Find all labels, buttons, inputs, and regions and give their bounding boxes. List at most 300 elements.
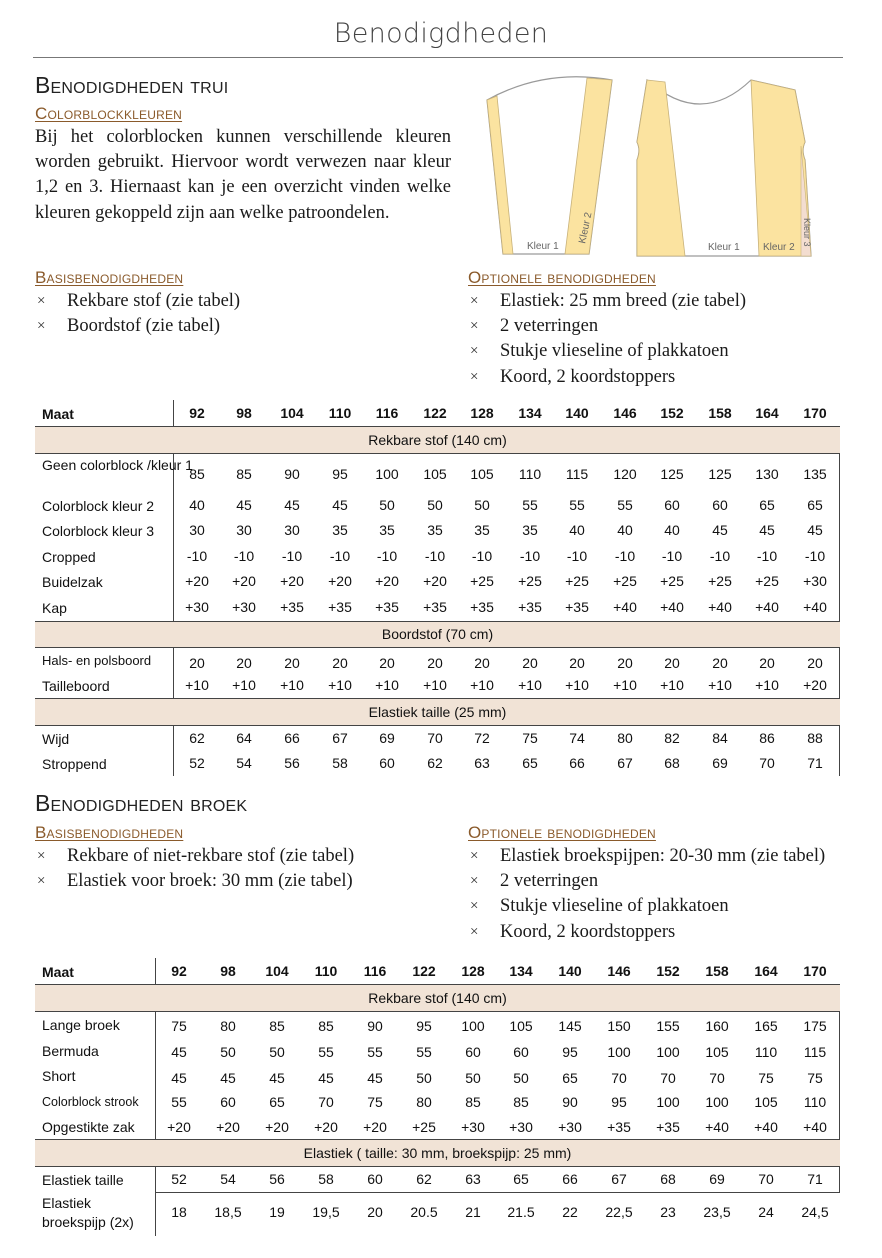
- value-cell: 72: [474, 730, 490, 746]
- size-cell: 110: [314, 963, 338, 979]
- size-cell: 170: [803, 405, 827, 421]
- value-cell: +30: [185, 599, 209, 615]
- value-cell: 20: [379, 655, 395, 671]
- value-cell: +30: [232, 599, 256, 615]
- value-cell: 60: [513, 1044, 529, 1060]
- value-cell: 68: [660, 1171, 676, 1187]
- value-cell: +20: [265, 1119, 289, 1135]
- value-cell: +35: [375, 599, 399, 615]
- value-cell: +35: [518, 599, 542, 615]
- value-cell: +20: [232, 573, 256, 589]
- value-cell: 85: [513, 1094, 529, 1110]
- table-divider: [839, 1011, 840, 1139]
- value-cell: +25: [708, 573, 732, 589]
- list-item: × Elastiek: 25 mm breed (zie tabel): [468, 289, 746, 314]
- value-cell: 50: [416, 1070, 432, 1086]
- value-cell: 63: [474, 755, 490, 771]
- value-cell: 66: [569, 755, 585, 771]
- value-cell: 20: [569, 655, 585, 671]
- list-item: × Koord, 2 koordstoppers: [468, 365, 746, 390]
- value-cell: 45: [759, 522, 775, 538]
- value-cell: 71: [807, 755, 823, 771]
- value-cell: +10: [328, 677, 352, 693]
- value-cell: 84: [712, 730, 728, 746]
- value-cell: -10: [756, 548, 778, 564]
- broek-basis-list: [35, 844, 354, 894]
- table-divider: [839, 647, 840, 698]
- colorblock-heading: Colorblockkleuren: [35, 104, 183, 123]
- value-cell: 100: [375, 466, 399, 482]
- value-cell: +20: [280, 573, 304, 589]
- size-cell: 92: [171, 963, 187, 979]
- value-cell: 105: [509, 1018, 533, 1034]
- cross-icon: ×: [470, 923, 479, 940]
- value-cell: +20: [375, 573, 399, 589]
- value-cell: 100: [461, 1018, 485, 1034]
- value-cell: 18: [171, 1204, 187, 1220]
- value-cell: 60: [712, 497, 728, 513]
- value-cell: 21.5: [507, 1204, 535, 1220]
- value-cell: +20: [185, 573, 209, 589]
- list-item: × Stukje vlieseline of plakkatoen: [468, 894, 825, 919]
- value-cell: 23: [660, 1204, 676, 1220]
- row-label: Buidelzak: [42, 574, 103, 590]
- value-cell: +10: [565, 677, 589, 693]
- size-cell: 128: [461, 963, 485, 979]
- value-cell: 20: [522, 655, 538, 671]
- value-cell: 35: [379, 522, 395, 538]
- value-cell: 71: [807, 1171, 823, 1187]
- value-cell: 120: [613, 466, 637, 482]
- row-label: Elastiek broekspijp (2x): [42, 1195, 134, 1230]
- value-cell: 20: [427, 655, 443, 671]
- trui-heading: Benodigdheden trui: [35, 72, 229, 98]
- value-cell: 68: [664, 755, 680, 771]
- list-item: × Elastiek broekspijpen: 20-30 mm (zie tabel): [468, 844, 825, 869]
- value-cell: 19: [269, 1204, 285, 1220]
- value-cell: 70: [759, 755, 775, 771]
- value-cell: 24,5: [801, 1204, 829, 1220]
- value-cell: 54: [236, 755, 252, 771]
- row-label: Colorblock strook: [42, 1095, 139, 1109]
- value-cell: -10: [661, 548, 683, 564]
- value-cell: 45: [367, 1070, 383, 1086]
- list-item: × 2 veterringen: [468, 869, 825, 894]
- value-cell: -10: [614, 548, 636, 564]
- size-cell: 134: [518, 405, 542, 421]
- value-cell: 110: [754, 1044, 778, 1060]
- value-cell: 160: [705, 1018, 729, 1034]
- cross-icon: ×: [470, 848, 479, 864]
- value-cell: 50: [269, 1044, 285, 1060]
- value-cell: 150: [607, 1018, 631, 1034]
- cross-icon: ×: [37, 873, 46, 890]
- value-cell: 95: [611, 1094, 627, 1110]
- value-cell: 130: [755, 466, 779, 482]
- value-cell: 62: [427, 755, 443, 771]
- size-cell: 116: [363, 963, 387, 979]
- value-cell: 70: [318, 1094, 334, 1110]
- size-cell: 134: [509, 963, 533, 979]
- size-cell: 146: [607, 963, 631, 979]
- size-cell: 122: [412, 963, 436, 979]
- section-band: Rekbare stof (140 cm): [35, 984, 840, 1012]
- row-label: Lange broek: [42, 1017, 120, 1033]
- value-cell: 35: [332, 522, 348, 538]
- value-cell: 19,5: [312, 1204, 340, 1220]
- value-cell: 52: [189, 755, 205, 771]
- value-cell: 58: [332, 755, 348, 771]
- value-cell: 85: [236, 466, 252, 482]
- value-cell: 45: [712, 522, 728, 538]
- list-item: × Stukje vlieseline of plakkatoen: [468, 339, 746, 364]
- value-cell: +25: [565, 573, 589, 589]
- page-title: Benodigdheden: [333, 18, 549, 49]
- cross-icon: ×: [470, 368, 479, 385]
- value-cell: 70: [611, 1070, 627, 1086]
- cross-icon: ×: [470, 898, 479, 915]
- value-cell: 175: [803, 1018, 827, 1034]
- value-cell: 115: [803, 1044, 827, 1060]
- size-cell: 164: [754, 963, 778, 979]
- section-band: Elastiek ( taille: 30 mm, broekspijp: 25 mm): [35, 1139, 840, 1167]
- value-cell: 100: [656, 1094, 680, 1110]
- value-cell: +25: [470, 573, 494, 589]
- trui-basis-heading: Basisbenodigdheden: [35, 268, 184, 287]
- value-cell: 55: [318, 1044, 334, 1060]
- value-cell: 66: [284, 730, 300, 746]
- value-cell: 75: [807, 1070, 823, 1086]
- value-cell: 82: [664, 730, 680, 746]
- value-cell: 20: [332, 655, 348, 671]
- value-cell: 64: [236, 730, 252, 746]
- value-cell: 30: [236, 522, 252, 538]
- size-cell: 140: [558, 963, 582, 979]
- broek-optioneel-list: [468, 844, 825, 945]
- value-cell: +35: [565, 599, 589, 615]
- body-piece: [637, 80, 812, 256]
- value-cell: +25: [755, 573, 779, 589]
- value-cell: 65: [513, 1171, 529, 1187]
- row-label: Elastiek taille: [42, 1172, 124, 1188]
- value-cell: 21: [465, 1204, 481, 1220]
- cross-icon: ×: [470, 318, 479, 335]
- value-cell: 69: [712, 755, 728, 771]
- size-cell: 104: [265, 963, 289, 979]
- value-cell: +10: [375, 677, 399, 693]
- value-cell: 20: [284, 655, 300, 671]
- section-band: Elastiek taille (25 mm): [35, 698, 840, 726]
- value-cell: 50: [474, 497, 490, 513]
- row-label: Kap: [42, 600, 67, 616]
- value-cell: 23,5: [703, 1204, 731, 1220]
- value-cell: 80: [416, 1094, 432, 1110]
- value-cell: 69: [379, 730, 395, 746]
- value-cell: +25: [613, 573, 637, 589]
- row-label: Hals- en polsboord: [42, 653, 152, 668]
- size-cell: 140: [565, 405, 589, 421]
- list-item: × Elastiek voor broek: 30 mm (zie tabel): [35, 869, 354, 894]
- value-cell: 110: [518, 466, 542, 482]
- value-cell: 85: [318, 1018, 334, 1034]
- value-cell: 105: [423, 466, 447, 482]
- value-cell: 24: [758, 1204, 774, 1220]
- value-cell: +35: [607, 1119, 631, 1135]
- sleeve-kleur1-label: Kleur 1: [527, 241, 559, 252]
- value-cell: +10: [518, 677, 542, 693]
- value-cell: 54: [220, 1171, 236, 1187]
- row-label: Colorblock kleur 3: [42, 523, 155, 539]
- colorblock-text: Bij het colorblocken kunnen verschillende kleuren worden gebruikt. Hiervoor wordt verwezen naar kleur 1,2 en 3. Hiernaast kan je een overzicht vinden welke kleuren gekoppeld zijn aan welke patroondelen.: [35, 127, 451, 223]
- value-cell: +35: [656, 1119, 680, 1135]
- value-cell: 65: [759, 497, 775, 513]
- value-cell: -10: [376, 548, 398, 564]
- size-cell: 92: [189, 405, 205, 421]
- value-cell: 50: [220, 1044, 236, 1060]
- value-cell: +30: [803, 573, 827, 589]
- size-cell: 122: [423, 405, 447, 421]
- broek-basis-heading: Basisbenodigdheden: [35, 823, 184, 842]
- size-cell: 98: [236, 405, 252, 421]
- value-cell: 30: [189, 522, 205, 538]
- broek-heading: Benodigdheden broek: [35, 790, 248, 816]
- value-cell: -10: [804, 548, 826, 564]
- value-cell: 50: [465, 1070, 481, 1086]
- list-item: × Rekbare stof (zie tabel): [35, 289, 240, 314]
- sleeve-kleur2-label: Kleur 2: [577, 211, 595, 245]
- cross-icon: ×: [470, 343, 479, 360]
- value-cell: 75: [171, 1018, 187, 1034]
- value-cell: 66: [562, 1171, 578, 1187]
- value-cell: 18,5: [214, 1204, 242, 1220]
- value-cell: -10: [329, 548, 351, 564]
- value-cell: 80: [220, 1018, 236, 1034]
- value-cell: 75: [367, 1094, 383, 1110]
- trui-optioneel-heading: Optionele benodigdheden: [468, 268, 656, 287]
- value-cell: +10: [660, 677, 684, 693]
- table-divider: [839, 1166, 840, 1192]
- row-label: Stroppend: [42, 756, 107, 772]
- section-band: Rekbare stof (140 cm): [35, 426, 840, 454]
- value-cell: +40: [708, 599, 732, 615]
- maat-header: Maat: [42, 964, 74, 980]
- value-cell: 70: [427, 730, 443, 746]
- list-item: × Rekbare of niet-rekbare stof (zie tabel): [35, 844, 354, 869]
- value-cell: 20: [236, 655, 252, 671]
- value-cell: +35: [470, 599, 494, 615]
- value-cell: 75: [758, 1070, 774, 1086]
- value-cell: 95: [332, 466, 348, 482]
- trui-optioneel-list: [468, 289, 746, 390]
- cross-icon: ×: [37, 318, 46, 335]
- value-cell: 65: [269, 1094, 285, 1110]
- size-cell: 98: [220, 963, 236, 979]
- value-cell: 20: [367, 1204, 383, 1220]
- value-cell: 20: [617, 655, 633, 671]
- value-cell: +40: [803, 1119, 827, 1135]
- value-cell: 50: [427, 497, 443, 513]
- value-cell: -10: [471, 548, 493, 564]
- value-cell: 100: [607, 1044, 631, 1060]
- value-cell: 40: [189, 497, 205, 513]
- value-cell: +20: [216, 1119, 240, 1135]
- size-cell: 158: [708, 405, 732, 421]
- value-cell: -10: [186, 548, 208, 564]
- value-cell: 110: [803, 1094, 827, 1110]
- value-cell: 74: [569, 730, 585, 746]
- value-cell: 125: [708, 466, 732, 482]
- value-cell: 60: [379, 755, 395, 771]
- value-cell: -10: [519, 548, 541, 564]
- value-cell: 85: [269, 1018, 285, 1034]
- value-cell: 45: [807, 522, 823, 538]
- value-cell: +10: [423, 677, 447, 693]
- value-cell: 45: [318, 1070, 334, 1086]
- value-cell: 45: [284, 497, 300, 513]
- value-cell: 105: [470, 466, 494, 482]
- value-cell: -10: [709, 548, 731, 564]
- value-cell: 90: [562, 1094, 578, 1110]
- value-cell: 30: [284, 522, 300, 538]
- cross-icon: ×: [37, 848, 46, 864]
- value-cell: 95: [562, 1044, 578, 1060]
- trui-basis-list: [35, 289, 240, 339]
- value-cell: 105: [754, 1094, 778, 1110]
- broek-optioneel-heading: Optionele benodigdheden: [468, 823, 656, 842]
- value-cell: 56: [284, 755, 300, 771]
- value-cell: +20: [803, 677, 827, 693]
- value-cell: 70: [709, 1070, 725, 1086]
- value-cell: 60: [367, 1171, 383, 1187]
- value-cell: +40: [803, 599, 827, 615]
- cross-icon: ×: [470, 873, 479, 890]
- size-cell: 164: [755, 405, 779, 421]
- row-label: Colorblock kleur 2: [42, 498, 155, 514]
- value-cell: 69: [709, 1171, 725, 1187]
- value-cell: 40: [617, 522, 633, 538]
- value-cell: 55: [522, 497, 538, 513]
- size-cell: 128: [470, 405, 494, 421]
- size-cell: 158: [705, 963, 729, 979]
- cross-icon: ×: [470, 293, 479, 309]
- value-cell: 50: [513, 1070, 529, 1086]
- row-label: Short: [42, 1068, 76, 1084]
- value-cell: +25: [412, 1119, 436, 1135]
- list-item: × 2 veterringen: [468, 314, 746, 339]
- value-cell: 52: [171, 1171, 187, 1187]
- value-cell: 45: [171, 1070, 187, 1086]
- value-cell: +20: [363, 1119, 387, 1135]
- colorblock-diagram: [465, 66, 815, 260]
- value-cell: 20: [664, 655, 680, 671]
- size-cell: 170: [803, 963, 827, 979]
- row-label: Cropped: [42, 549, 96, 565]
- value-cell: +10: [470, 677, 494, 693]
- value-cell: +20: [314, 1119, 338, 1135]
- value-cell: +10: [185, 677, 209, 693]
- value-cell: 56: [269, 1171, 285, 1187]
- value-cell: 20.5: [410, 1204, 438, 1220]
- value-cell: 20: [712, 655, 728, 671]
- value-cell: 75: [522, 730, 538, 746]
- value-cell: +35: [423, 599, 447, 615]
- value-cell: +40: [660, 599, 684, 615]
- value-cell: 55: [367, 1044, 383, 1060]
- value-cell: 70: [758, 1171, 774, 1187]
- value-cell: 20: [189, 655, 205, 671]
- maat-header: Maat: [42, 406, 74, 422]
- value-cell: 45: [269, 1070, 285, 1086]
- value-cell: -10: [233, 548, 255, 564]
- value-cell: 65: [562, 1070, 578, 1086]
- value-cell: 65: [807, 497, 823, 513]
- value-cell: 105: [705, 1044, 729, 1060]
- value-cell: 95: [416, 1018, 432, 1034]
- value-cell: 35: [474, 522, 490, 538]
- value-cell: 145: [558, 1018, 582, 1034]
- value-cell: +30: [509, 1119, 533, 1135]
- size-cell: 152: [656, 963, 680, 979]
- value-cell: 155: [656, 1018, 680, 1034]
- value-cell: 45: [332, 497, 348, 513]
- value-cell: 90: [284, 466, 300, 482]
- value-cell: 135: [803, 466, 827, 482]
- sleeve-piece: [487, 77, 612, 254]
- value-cell: 100: [705, 1094, 729, 1110]
- value-cell: 55: [171, 1094, 187, 1110]
- value-cell: +25: [518, 573, 542, 589]
- value-cell: 86: [759, 730, 775, 746]
- value-cell: -10: [424, 548, 446, 564]
- value-cell: +40: [705, 1119, 729, 1135]
- value-cell: +35: [280, 599, 304, 615]
- size-cell: 152: [660, 405, 684, 421]
- title-divider: [33, 57, 843, 58]
- value-cell: 60: [664, 497, 680, 513]
- value-cell: 85: [465, 1094, 481, 1110]
- row-label: Wijd: [42, 731, 70, 747]
- value-cell: 45: [236, 497, 252, 513]
- value-cell: 125: [660, 466, 684, 482]
- row-label: Geen colorblock /kleur 1: [42, 457, 193, 473]
- size-cell: 146: [613, 405, 637, 421]
- value-cell: 50: [379, 497, 395, 513]
- value-cell: 20: [759, 655, 775, 671]
- value-cell: 35: [427, 522, 443, 538]
- size-cell: 104: [280, 405, 304, 421]
- value-cell: +30: [461, 1119, 485, 1135]
- value-cell: -10: [566, 548, 588, 564]
- value-cell: 63: [465, 1171, 481, 1187]
- cross-icon: ×: [37, 293, 46, 309]
- value-cell: 115: [565, 466, 589, 482]
- value-cell: 62: [416, 1171, 432, 1187]
- table-divider: [839, 453, 840, 621]
- body-kleur1-label: Kleur 1: [708, 242, 740, 253]
- value-cell: 70: [660, 1070, 676, 1086]
- value-cell: 55: [569, 497, 585, 513]
- row-label: Bermuda: [42, 1043, 99, 1059]
- section-band: Boordstof (70 cm): [35, 621, 840, 648]
- value-cell: 60: [465, 1044, 481, 1060]
- value-cell: +10: [232, 677, 256, 693]
- value-cell: +40: [755, 599, 779, 615]
- value-cell: +40: [613, 599, 637, 615]
- body-kleur2-label: Kleur 2: [763, 242, 795, 253]
- value-cell: 45: [171, 1044, 187, 1060]
- value-cell: 62: [189, 730, 205, 746]
- value-cell: 20: [474, 655, 490, 671]
